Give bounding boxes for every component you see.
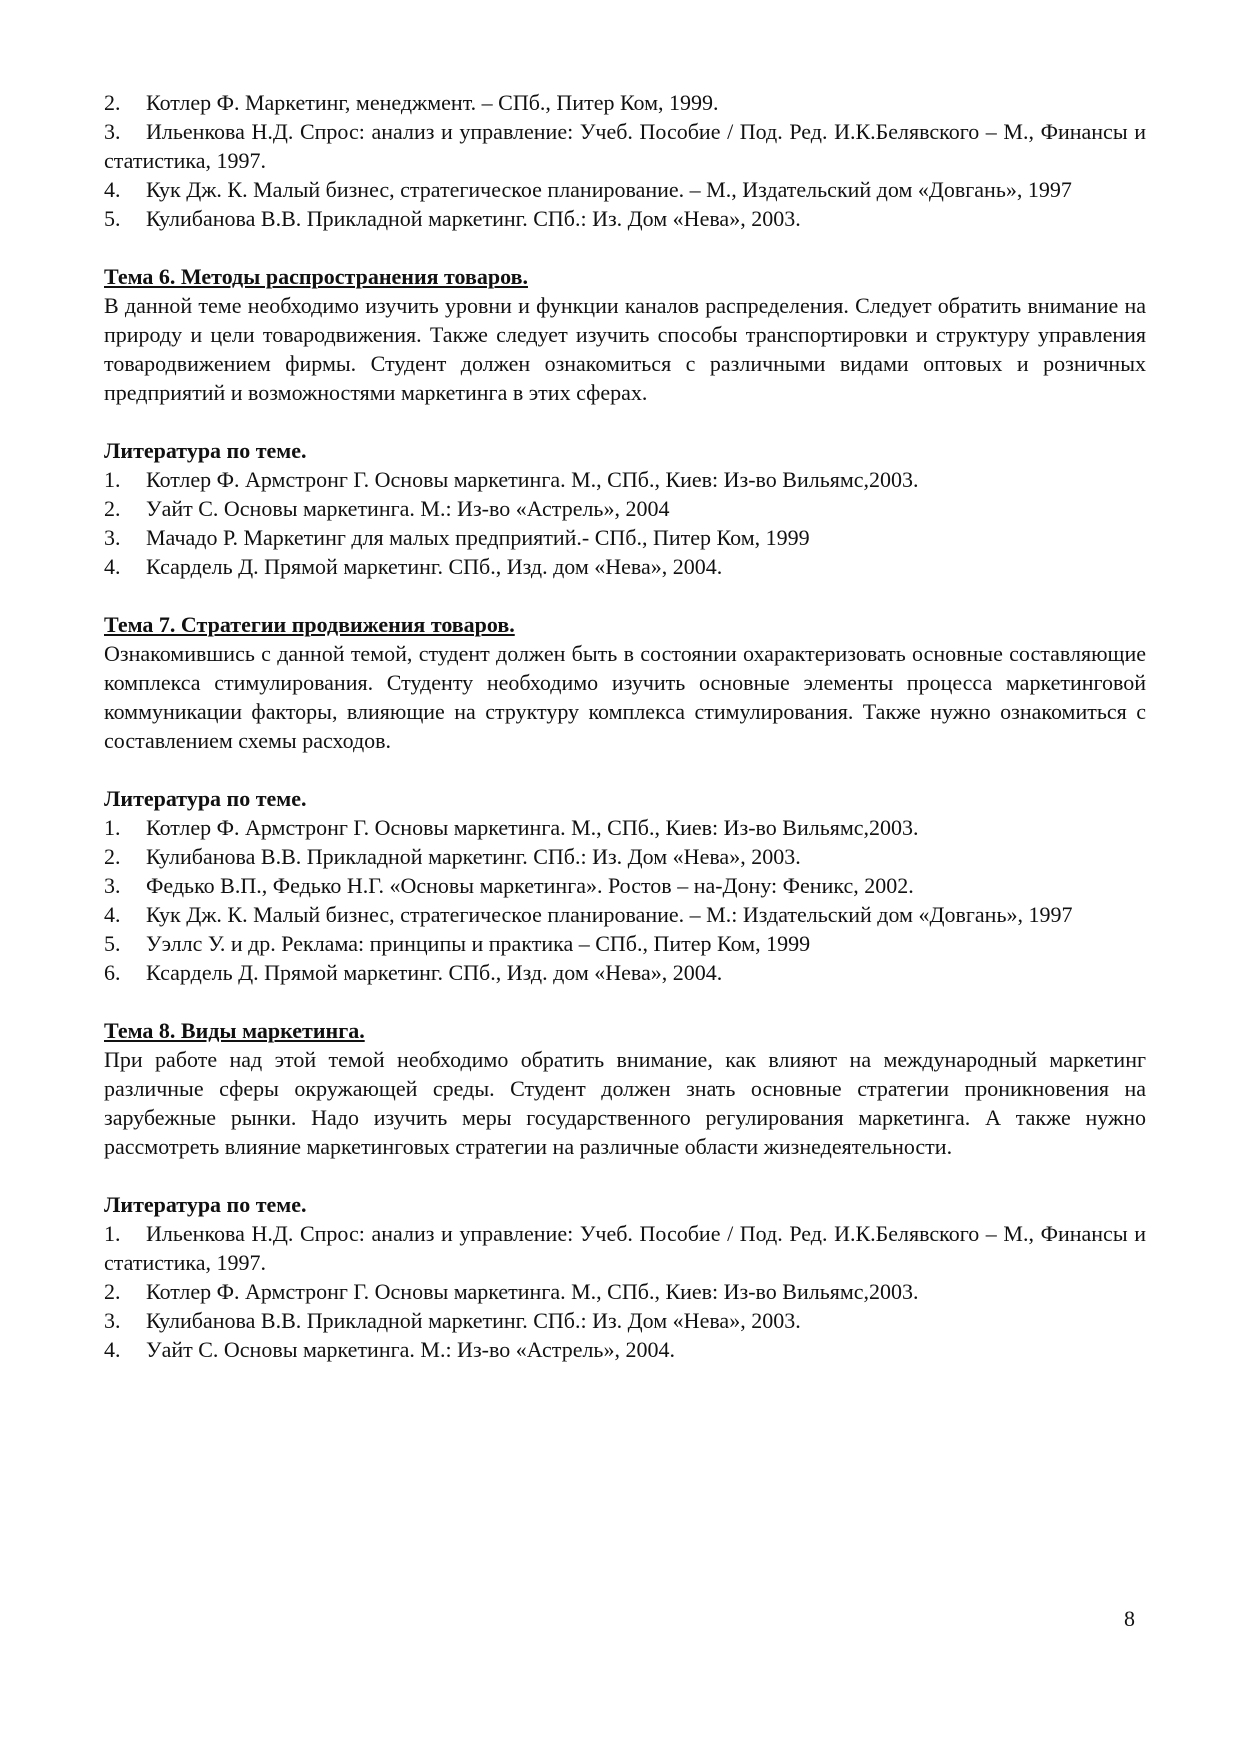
- item-number: 2.: [104, 496, 121, 521]
- topic-6-section: [104, 262, 1146, 581]
- item-text: Ксардель Д. Прямой маркетинг. СПб., Изд. дом «Нева», 2004.: [146, 960, 723, 985]
- item-number: 4.: [104, 554, 121, 579]
- list-item: [104, 1219, 1146, 1277]
- item-number: 3.: [104, 525, 121, 550]
- list-item: [104, 958, 1146, 987]
- topic-7-section: [104, 610, 1146, 987]
- item-text: Уайт С. Основы маркетинга. М.: Из-во «Астрель», 2004: [146, 496, 670, 521]
- topic-7-title: Тема 7. Стратегии продвижения товаров.: [104, 612, 515, 637]
- item-number: 1.: [104, 815, 121, 840]
- list-item: [104, 1306, 1146, 1335]
- item-number: 2.: [104, 1279, 121, 1304]
- list-item: [104, 929, 1146, 958]
- item-text: Уэллс У. и др. Реклама: принципы и практика – СПб., Питер Ком, 1999: [146, 931, 811, 956]
- list-item: [104, 1335, 1146, 1364]
- item-number: 4.: [104, 177, 121, 202]
- item-text: Ксардель Д. Прямой маркетинг. СПб., Изд. дом «Нева», 2004.: [146, 554, 723, 579]
- list-item: [104, 813, 1146, 842]
- item-text: Кулибанова В.В. Прикладной маркетинг. СПб.: Из. Дом «Нева», 2003.: [146, 1308, 801, 1333]
- item-text: Кулибанова В.В. Прикладной маркетинг. СПб.: Из. Дом «Нева», 2003.: [146, 844, 801, 869]
- page-number: 8: [1124, 1606, 1135, 1631]
- item-number: 3.: [104, 1308, 121, 1333]
- item-text: Котлер Ф. Армстронг Г. Основы маркетинга. М., СПб., Киев: Из-во Вильямс,2003.: [146, 467, 919, 492]
- item-text: Мачадо Р. Маркетинг для малых предприятий.- СПб., Питер Ком, 1999: [146, 525, 810, 550]
- item-text: Кук Дж. К. Малый бизнес, стратегическое планирование. – М., Издательский дом «Довгань», 1997: [146, 177, 1072, 202]
- item-number: 2.: [104, 90, 121, 115]
- item-text: Кук Дж. К. Малый бизнес, стратегическое планирование. – М.: Издательский дом «Довгань», 1997: [146, 902, 1073, 927]
- item-text: Котлер Ф. Армстронг Г. Основы маркетинга. М., СПб., Киев: Из-во Вильямс,2003.: [146, 1279, 919, 1304]
- topic-6-literature-list: [104, 465, 1146, 581]
- item-text: Кулибанова В.В. Прикладной маркетинг. СПб.: Из. Дом «Нева», 2003.: [146, 206, 801, 231]
- list-item: [104, 871, 1146, 900]
- list-item: [104, 523, 1146, 552]
- item-text: Уайт С. Основы маркетинга. М.: Из-во «Астрель», 2004.: [146, 1337, 675, 1362]
- item-text: Ильенкова Н.Д. Спрос: анализ и управление: Учеб. Пособие / Под. Ред. И.К.Белявского – М., Финансы и статистика, 1997.: [104, 1221, 1146, 1275]
- list-item: [104, 88, 1146, 117]
- item-number: 3.: [104, 119, 121, 144]
- topic-7-literature-heading: Литература по теме.: [104, 786, 307, 811]
- item-number: 5.: [104, 206, 121, 231]
- page-content: [104, 88, 1146, 1364]
- list-item: [104, 175, 1146, 204]
- item-number: 1.: [104, 1221, 121, 1246]
- item-text: Федько В.П., Федько Н.Г. «Основы маркетинга». Ростов – на-Дону: Феникс, 2002.: [146, 873, 914, 898]
- topic-8-title: Тема 8. Виды маркетинга.: [104, 1018, 365, 1043]
- list-item: [104, 494, 1146, 523]
- list-item: [104, 552, 1146, 581]
- item-number: 2.: [104, 844, 121, 869]
- list-item: [104, 842, 1146, 871]
- item-text: Котлер Ф. Армстронг Г. Основы маркетинга. М., СПб., Киев: Из-во Вильямс,2003.: [146, 815, 919, 840]
- topic-7-description: Ознакомившись с данной темой, студент должен быть в состоянии охарактеризовать основные составляющие комплекса стимулирования. Студенту необходимо изучить основные элементы процесса маркетинговой коммуникации факторы, влияющие на структуру комплекса стимулирования. Также нужно ознакомиться с составлением схемы расходов.: [104, 641, 1146, 753]
- topic-8-description: При работе над этой темой необходимо обратить внимание, как влияют на международный маркетинг различные сферы окружающей среды. Студент должен знать основные стратегии проникновения на зарубежные рынки. Надо изучить меры государственного регулирования маркетинга. А также нужно рассмотреть влияние маркетинговых стратегии на различные области жизнедеятельности.: [104, 1047, 1146, 1159]
- item-number: 1.: [104, 467, 121, 492]
- topic-6-literature-heading: Литература по теме.: [104, 438, 307, 463]
- item-number: 5.: [104, 931, 121, 956]
- item-number: 6.: [104, 960, 121, 985]
- top-reference-list: [104, 88, 1146, 233]
- topic-6-description: В данной теме необходимо изучить уровни и функции каналов распределения. Следует обратить внимание на природу и цели товародвижения. Также следует изучить способы транспортировки и структуру управления товародвижением фирмы. Студент должен ознакомиться с различными видами оптовых и розничных предприятий и возможностями маркетинга в этих сферах.: [104, 293, 1146, 405]
- item-text: Ильенкова Н.Д. Спрос: анализ и управление: Учеб. Пособие / Под. Ред. И.К.Белявского – М., Финансы и статистика, 1997.: [104, 119, 1146, 173]
- topic-8-section: [104, 1016, 1146, 1364]
- list-item: [104, 204, 1146, 233]
- topic-6-title: Тема 6. Методы распространения товаров.: [104, 264, 528, 289]
- list-item: [104, 117, 1146, 175]
- list-item: [104, 465, 1146, 494]
- topic-7-literature-list: [104, 813, 1146, 987]
- list-item: [104, 900, 1146, 929]
- topic-8-literature-heading: Литература по теме.: [104, 1192, 307, 1217]
- list-item: [104, 1277, 1146, 1306]
- item-number: 4.: [104, 1337, 121, 1362]
- topic-8-literature-list: [104, 1219, 1146, 1364]
- item-number: 3.: [104, 873, 121, 898]
- item-number: 4.: [104, 902, 121, 927]
- item-text: Котлер Ф. Маркетинг, менеджмент. – СПб., Питер Ком, 1999.: [146, 90, 719, 115]
